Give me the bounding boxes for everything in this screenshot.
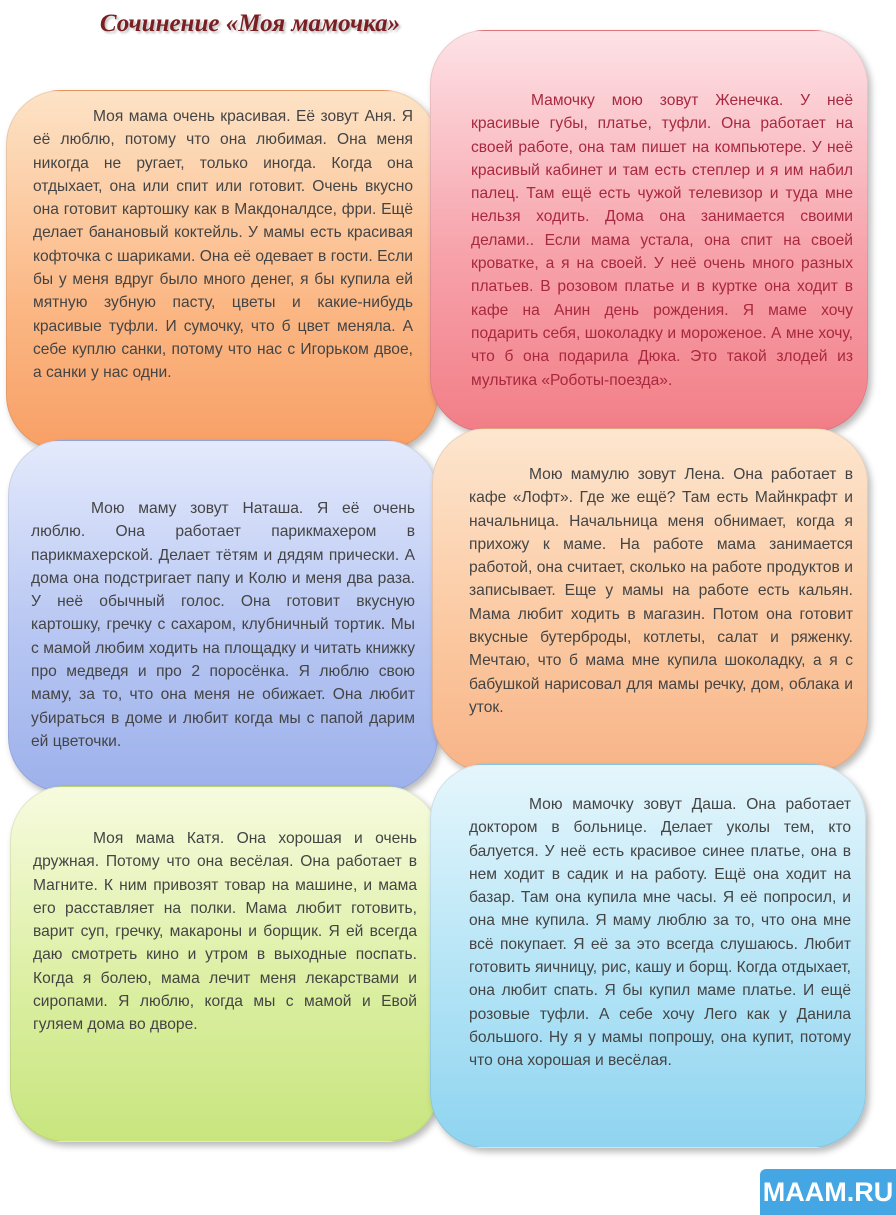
essay-text: Мою мамулю зовут Лена. Она работает в кафе «Лофт». Где же ещё? Там есть Майнкрафт и начальница. Начальница меня обнимает, когда я прихожу к маме. На работе мама занимается работой, она считает, сколько на работе продуктов и записывает. Еще у мамы на работе есть кальян. Мама любит ходить в магазин. Потом она готовит вкусные бутерброды, котлеты, салат и ряженку. Мечтаю, что б мама мне купила шоколадку, а я с бабушкой нарисовал для мамы речку, дом, облака и уток. bbox=[469, 466, 853, 716]
essay-text: Мою маму зовут Наташа. Я её очень люблю. Она работает парикмахером в парикмахерской. Делает тётям и дядям прически. А дома она подстригает папу и Колю и меня два раза. У неё обычный голос. Она готовит вкусную картошку, гречку с сахаром, клубничный тортик. Мы с мамой любим ходить на площадку и читать книжку про медведя и про 2 поросёнка. Я люблю свою маму, за то, что она меня не обижает. Она любит убираться в доме и любит когда мы с папой дарим ей цветочки. bbox=[31, 500, 415, 750]
essay-text: Моя мама Катя. Она хорошая и очень дружная. Потому что она весёлая. Она работает в Магните. К ним привозят товар на машине, и мама его расставляет на полки. Мама любит готовить, варит суп, гречку, макароны и борщик. Я ей всегда даю смотреть кино и утром в выходные поспать. Когда я болею, мама лечит меня лекарствами и сиропами. Я люблю, когда мы с мамой и Евой гуляем дома во дворе. bbox=[33, 830, 417, 1034]
essay-text: Мою мамочку зовут Даша. Она работает доктором в больнице. Делает уколы тем, кто балуется. У неё есть красивое синее платье, она в нем ходит в садик и на работу. Ещё она ходит на базар. Там она купила мне часы. Я её попросил, и она мне купила. Я маму люблю за то, что она мне всё покупает. Я её за это всегда слушаюсь. Любит готовить яичницу, рис, кашу и борщ. Когда отдыхает, она любит спать. Я бы купил маме платье. И ещё розовые туфли. А себе хочу Лего как у Данила большого. Ну я у мамы попрошу, она купит, потому что она хорошая и весёлая. bbox=[469, 796, 851, 1070]
page-title: Сочинение «Моя мамочка» bbox=[99, 10, 401, 37]
maam-logo: MAAM.RU bbox=[760, 1169, 896, 1215]
essay-card-katya bbox=[10, 786, 440, 1142]
essay-text: Мамочку мою зовут Женечка. У неё красивые губы, платье, туфли. Она работает на своей работе, она там пишет на компьютере. У неё красивый кабинет и там есть степлер и я им набил палец. Там ещё есть чужой телевизор и туда мне нельзя ходить. Дома она занимается своими делами.. Если мама устала, она спит на своей кроватке, а я на своей. У неё очень много разных платьев. В розовом платье и в куртке она ходит в кафе на Анин день рождения. Я маме хочу подарить себя, шоколадку и мороженое. А мне хочу, что б она подарила Дюка. Это такой злодей из мультика «Роботы-поезда». bbox=[471, 92, 853, 389]
essay-card-natasha bbox=[8, 440, 438, 792]
essay-text: Моя мама очень красивая. Её зовут Аня. Я её люблю, потому что она любимая. Она меня никогда не ругает, только иногда. Когда она отдыхает, она или спит или готовит. Очень вкусно она готовит картошку как в Макдоналдсе, фри. Ещё делает банановый коктейль. У мамы есть красивая кофточка с шариками. Она её одевает в гости. Если бы у меня вдруг было много денег, я бы купила ей мятную зубную пасту, цветы и какие-нибудь красивые туфли. И сумочку, что б цвет меняла. А себе куплю санки, потому что нас с Игорьком двое, а санки у нас одни. bbox=[33, 108, 413, 382]
essay-card-anya bbox=[6, 90, 438, 450]
essay-card-dasha bbox=[430, 764, 866, 1148]
essay-card-lena bbox=[432, 428, 868, 772]
essay-card-zhenechka bbox=[430, 30, 868, 432]
